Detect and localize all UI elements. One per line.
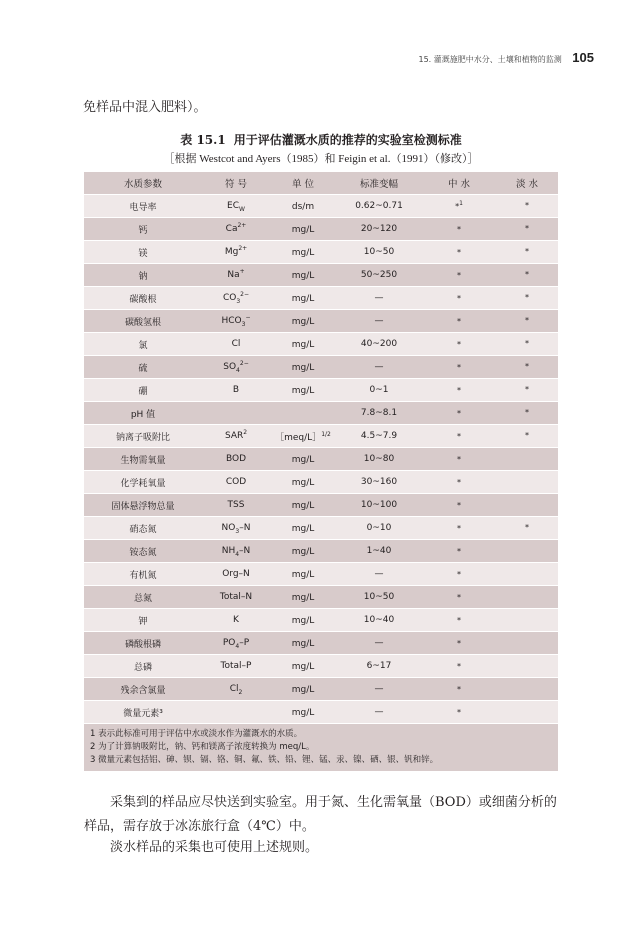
cell-fresh-water	[496, 195, 558, 218]
cell-fresh-water	[496, 517, 558, 540]
table-row	[84, 287, 558, 310]
cell-fresh-water	[496, 287, 558, 310]
header-symbol: 符 号	[202, 172, 270, 195]
symbol-subscript: 3	[236, 297, 241, 305]
cell-symbol	[202, 586, 270, 609]
cell-symbol	[202, 540, 270, 563]
cell-unit	[270, 471, 336, 494]
symbol-suffix: –P	[239, 638, 250, 649]
body-paragraph-2: 淡水样品的采集也可使用上述规则。	[110, 840, 319, 855]
symbol-suffix: –N	[239, 546, 251, 557]
cell-unit	[270, 264, 336, 287]
unit-text: mg/L	[291, 294, 315, 304]
symbol-text: CO	[222, 293, 237, 304]
table-row	[84, 655, 558, 678]
cell-unit	[270, 356, 336, 379]
table-row	[84, 471, 558, 494]
cell-reclaimed-water	[422, 448, 496, 471]
unit-text: mg/L	[291, 478, 315, 488]
symbol-text: COD	[225, 477, 247, 488]
cell-reclaimed-water	[422, 218, 496, 241]
unit-text: mg/L	[291, 317, 315, 327]
cell-fresh-water	[496, 494, 558, 517]
cell-unit	[270, 379, 336, 402]
cell-fresh-water	[496, 632, 558, 655]
reclaimed-mark: *	[457, 340, 461, 349]
cell-fresh-water	[496, 241, 558, 264]
table-body	[84, 195, 558, 724]
cell-unit	[270, 287, 336, 310]
table-row	[84, 586, 558, 609]
cell-range: 7.8~8.1	[336, 402, 422, 425]
cell-parameter: 钾	[84, 609, 202, 632]
unit-text: mg/L	[291, 386, 315, 396]
cell-parameter: 电导率	[84, 195, 202, 218]
symbol-suffix: –N	[239, 523, 251, 534]
cell-symbol	[202, 264, 270, 287]
cell-symbol	[202, 356, 270, 379]
fresh-mark: *	[525, 201, 529, 210]
cell-symbol	[202, 333, 270, 356]
symbol-text: PO	[222, 638, 236, 649]
cell-fresh-water	[496, 678, 558, 701]
unit-text: mg/L	[291, 547, 315, 557]
unit-text: mg/L	[291, 225, 315, 235]
symbol-subscript: 4	[235, 642, 240, 650]
cell-parameter: 有机氮	[84, 563, 202, 586]
table-row	[84, 448, 558, 471]
cell-range: —	[336, 356, 422, 379]
table-row	[84, 517, 558, 540]
table-header-row	[84, 172, 558, 195]
cell-parameter: 磷酸根磷	[84, 632, 202, 655]
cell-parameter: 固体悬浮物总量	[84, 494, 202, 517]
cell-reclaimed-water	[422, 379, 496, 402]
cell-symbol	[202, 494, 270, 517]
fresh-mark: *	[525, 270, 529, 279]
cell-symbol	[202, 379, 270, 402]
cell-range: 40~200	[336, 333, 422, 356]
cell-range: 10~50	[336, 241, 422, 264]
cell-reclaimed-water	[422, 563, 496, 586]
cell-unit	[270, 241, 336, 264]
cell-reclaimed-water	[422, 287, 496, 310]
reclaimed-mark: *	[457, 639, 461, 648]
cell-reclaimed-water	[422, 264, 496, 287]
symbol-text: Cl	[229, 684, 239, 695]
cell-parameter: 碳酸氢根	[84, 310, 202, 333]
cell-reclaimed-water	[422, 609, 496, 632]
cell-range: 20~120	[336, 218, 422, 241]
cell-fresh-water	[496, 310, 558, 333]
symbol-text: Cl	[231, 339, 241, 350]
reclaimed-mark: *	[457, 570, 461, 579]
table-title: 用于评估灌溉水质的推荐的实验室检测标准	[233, 133, 462, 147]
reclaimed-mark: *	[457, 478, 461, 487]
cell-symbol	[202, 310, 270, 333]
cell-reclaimed-water	[422, 632, 496, 655]
cell-unit	[270, 494, 336, 517]
symbol-text: HCO	[221, 316, 242, 327]
cell-range: 10~100	[336, 494, 422, 517]
cell-range: —	[336, 678, 422, 701]
cell-symbol	[202, 287, 270, 310]
cell-fresh-water	[496, 402, 558, 425]
table-number: 表 15.1	[180, 133, 226, 147]
cell-symbol	[202, 448, 270, 471]
reclaimed-mark: *	[457, 317, 461, 326]
cell-parameter: 碳酸根	[84, 287, 202, 310]
fresh-mark: *	[525, 385, 529, 394]
cell-symbol	[202, 517, 270, 540]
cell-parameter: 硝态氮	[84, 517, 202, 540]
water-quality-table	[84, 172, 558, 772]
symbol-superscript: +	[239, 268, 245, 276]
cell-reclaimed-water	[422, 586, 496, 609]
unit-text: ［meq/L］	[275, 432, 322, 443]
unit-text: mg/L	[291, 271, 315, 281]
cell-parameter: 总氮	[84, 586, 202, 609]
cell-symbol	[202, 241, 270, 264]
cell-range: 10~40	[336, 609, 422, 632]
cell-unit	[270, 540, 336, 563]
symbol-text: TSS	[227, 500, 245, 511]
reclaimed-mark: *	[457, 455, 461, 464]
table-row	[84, 379, 558, 402]
cell-parameter: 钠离子吸附比	[84, 425, 202, 448]
cell-parameter: 硫	[84, 356, 202, 379]
unit-text: mg/L	[291, 685, 315, 695]
table-note-2: 2 为了计算钠吸附比，钠、钙和镁离子浓度转换为 meq/L。	[90, 742, 315, 752]
cell-reclaimed-water	[422, 678, 496, 701]
fresh-mark: *	[525, 316, 529, 325]
cell-range: 4.5~7.9	[336, 425, 422, 448]
table-row	[84, 678, 558, 701]
cell-symbol	[202, 678, 270, 701]
cell-parameter: 硼	[84, 379, 202, 402]
cell-symbol	[202, 701, 270, 724]
table-row	[84, 402, 558, 425]
symbol-superscript: 2+	[237, 222, 247, 230]
fresh-mark: *	[525, 408, 529, 417]
reclaimed-mark: *	[457, 524, 461, 533]
cell-range: —	[336, 287, 422, 310]
table-row	[84, 494, 558, 517]
cell-fresh-water	[496, 425, 558, 448]
table-row	[84, 241, 558, 264]
symbol-text: Total–P	[220, 661, 252, 672]
cell-range: 0~10	[336, 517, 422, 540]
cell-reclaimed-water	[422, 333, 496, 356]
cell-symbol	[202, 195, 270, 218]
cell-range: 30~160	[336, 471, 422, 494]
unit-text: mg/L	[291, 639, 315, 649]
symbol-text: EC	[227, 201, 240, 212]
cell-reclaimed-water	[422, 494, 496, 517]
cell-reclaimed-water	[422, 356, 496, 379]
symbol-text: K	[233, 615, 239, 626]
cell-parameter: 镁	[84, 241, 202, 264]
cell-fresh-water	[496, 379, 558, 402]
cell-range: 0~1	[336, 379, 422, 402]
fresh-mark: *	[525, 362, 529, 371]
unit-text: mg/L	[291, 593, 315, 603]
reclaimed-mark: *	[457, 225, 461, 234]
cell-range: 0.62~0.71	[336, 195, 422, 218]
header-unit: 单 位	[270, 172, 336, 195]
fresh-mark: *	[525, 293, 529, 302]
cell-unit	[270, 425, 336, 448]
table-row	[84, 218, 558, 241]
symbol-text: Na	[227, 270, 240, 281]
cell-range: —	[336, 563, 422, 586]
fresh-mark: *	[525, 431, 529, 440]
fresh-mark: *	[525, 523, 529, 532]
reclaimed-mark: *	[457, 271, 461, 280]
unit-text: mg/L	[291, 501, 315, 511]
cell-parameter: 铵态氮	[84, 540, 202, 563]
cell-parameter: 残余含氯量	[84, 678, 202, 701]
unit-text: mg/L	[291, 570, 315, 580]
symbol-text: BOD	[225, 454, 247, 465]
cell-range: —	[336, 310, 422, 333]
reclaimed-mark: *	[457, 248, 461, 257]
cell-symbol	[202, 218, 270, 241]
cell-symbol	[202, 402, 270, 425]
symbol-text: NH	[221, 546, 236, 557]
cell-reclaimed-water	[422, 402, 496, 425]
cell-fresh-water	[496, 563, 558, 586]
cell-fresh-water	[496, 356, 558, 379]
reclaimed-mark: *	[455, 202, 460, 211]
reclaimed-mark: *	[457, 363, 461, 372]
cell-range: 1~40	[336, 540, 422, 563]
cell-range: 50~250	[336, 264, 422, 287]
cell-reclaimed-water	[422, 195, 496, 218]
unit-text: mg/L	[291, 524, 315, 534]
cell-fresh-water	[496, 218, 558, 241]
cell-range: 10~80	[336, 448, 422, 471]
reclaimed-mark: *	[457, 432, 461, 441]
table-row	[84, 333, 558, 356]
page-number: 105	[572, 50, 594, 65]
cell-parameter: 总磷	[84, 655, 202, 678]
cell-unit	[270, 632, 336, 655]
cell-unit	[270, 195, 336, 218]
reclaimed-mark: *	[457, 547, 461, 556]
lead-text: 免样品中混入肥料）。	[83, 100, 207, 115]
cell-unit	[270, 333, 336, 356]
cell-unit	[270, 655, 336, 678]
cell-parameter: 钠	[84, 264, 202, 287]
table-source: ［根据 Westcot and Ayers（1985）和 Feigin et al.（1991）（修改）］	[163, 153, 479, 165]
reclaimed-mark: *	[457, 662, 461, 671]
cell-range: 10~50	[336, 586, 422, 609]
fresh-mark: *	[525, 224, 529, 233]
symbol-text: SO	[223, 362, 237, 373]
symbol-superscript: 2	[243, 429, 248, 437]
cell-range: 6~17	[336, 655, 422, 678]
symbol-superscript: −	[245, 314, 251, 322]
cell-symbol	[202, 563, 270, 586]
table-row	[84, 195, 558, 218]
cell-fresh-water	[496, 471, 558, 494]
table-note-1: 1 表示此标准可用于评估中水或淡水作为灌溉水的水质。	[90, 729, 303, 739]
symbol-text: Ca	[225, 224, 238, 235]
unit-text: mg/L	[291, 708, 315, 718]
table-row	[84, 310, 558, 333]
symbol-superscript: 2−	[240, 291, 250, 299]
cell-symbol	[202, 471, 270, 494]
cell-unit	[270, 517, 336, 540]
header-range: 标准变幅	[336, 172, 422, 195]
header-fresh-water: 淡 水	[496, 172, 558, 195]
cell-fresh-water	[496, 540, 558, 563]
table-row	[84, 264, 558, 287]
symbol-subscript: 3	[235, 527, 240, 535]
table-row	[84, 356, 558, 379]
cell-parameter: 生物需氧量	[84, 448, 202, 471]
unit-text: mg/L	[291, 340, 315, 350]
unit-text: mg/L	[291, 616, 315, 626]
header-parameter: 水质参数	[84, 172, 202, 195]
cell-range: —	[336, 701, 422, 724]
cell-reclaimed-water	[422, 425, 496, 448]
cell-symbol	[202, 425, 270, 448]
cell-symbol	[202, 632, 270, 655]
fresh-mark: *	[525, 247, 529, 256]
unit-text: ds/m	[291, 202, 315, 212]
table-notes	[84, 724, 558, 772]
reclaimed-note-ref: 1	[459, 200, 463, 207]
reclaimed-mark: *	[457, 386, 461, 395]
cell-unit	[270, 218, 336, 241]
cell-parameter: 微量元素³	[84, 701, 202, 724]
table-note-3: 3 微量元素包括铝、砷、钡、镉、铬、铜、氟、铁、铅、锂、锰、汞、镍、硒、银、钒和锌。	[90, 755, 439, 765]
unit-text: mg/L	[291, 248, 315, 258]
symbol-text: Total–N	[219, 592, 253, 603]
symbol-superscript: 2−	[239, 360, 249, 368]
cell-unit	[270, 563, 336, 586]
body-paragraph-1: 采集到的样品应尽快送到实验室。用于氮、生化需氧量（BOD）或细菌分析的样品，需存放于冰冻旅行盒（4℃）中。	[84, 795, 557, 834]
cell-unit	[270, 448, 336, 471]
unit-text: mg/L	[291, 363, 315, 373]
table-row	[84, 632, 558, 655]
table-row	[84, 609, 558, 632]
cell-fresh-water	[496, 448, 558, 471]
cell-unit	[270, 402, 336, 425]
reclaimed-mark: *	[457, 616, 461, 625]
cell-unit	[270, 701, 336, 724]
cell-unit	[270, 678, 336, 701]
cell-fresh-water	[496, 609, 558, 632]
fresh-mark: *	[525, 339, 529, 348]
reclaimed-mark: *	[457, 593, 461, 602]
cell-symbol	[202, 655, 270, 678]
cell-reclaimed-water	[422, 517, 496, 540]
table-row	[84, 540, 558, 563]
symbol-superscript: 2+	[238, 245, 248, 253]
table-row	[84, 563, 558, 586]
reclaimed-mark: *	[457, 409, 461, 418]
symbol-subscript: W	[239, 205, 245, 213]
cell-unit	[270, 609, 336, 632]
table-notes-row	[84, 724, 558, 772]
reclaimed-mark: *	[457, 501, 461, 510]
table-caption	[84, 131, 558, 148]
cell-fresh-water	[496, 333, 558, 356]
unit-text: mg/L	[291, 455, 315, 465]
cell-parameter: 化学耗氧量	[84, 471, 202, 494]
reclaimed-mark: *	[457, 294, 461, 303]
cell-parameter: 钙	[84, 218, 202, 241]
symbol-text: Org–N	[222, 569, 250, 580]
symbol-subscript: 2	[238, 688, 243, 696]
cell-reclaimed-water	[422, 241, 496, 264]
symbol-text: NO	[221, 523, 236, 534]
running-header	[418, 50, 594, 65]
cell-reclaimed-water	[422, 540, 496, 563]
header-reclaimed-water: 中 水	[422, 172, 496, 195]
reclaimed-mark: *	[457, 685, 461, 694]
cell-parameter: 氯	[84, 333, 202, 356]
cell-reclaimed-water	[422, 701, 496, 724]
cell-fresh-water	[496, 655, 558, 678]
cell-reclaimed-water	[422, 655, 496, 678]
cell-reclaimed-water	[422, 471, 496, 494]
cell-fresh-water	[496, 701, 558, 724]
cell-fresh-water	[496, 264, 558, 287]
symbol-subscript: 4	[236, 366, 240, 374]
cell-unit	[270, 586, 336, 609]
cell-parameter: pH 值	[84, 402, 202, 425]
unit-text: mg/L	[291, 662, 315, 672]
symbol-subscript: 3	[241, 320, 246, 328]
cell-symbol	[202, 609, 270, 632]
cell-reclaimed-water	[422, 310, 496, 333]
symbol-subscript: 4	[235, 550, 240, 558]
cell-unit	[270, 310, 336, 333]
symbol-text: B	[232, 385, 240, 396]
table-row	[84, 701, 558, 724]
symbol-text: Mg	[224, 247, 239, 258]
unit-superscript: 1/2	[321, 430, 331, 438]
table-row	[84, 425, 558, 448]
symbol-text: SAR	[224, 431, 244, 442]
cell-fresh-water	[496, 586, 558, 609]
running-title: 15. 灌溉施肥中水分、土壤和植物的监测	[418, 55, 562, 64]
reclaimed-mark: *	[457, 708, 461, 717]
cell-range: —	[336, 632, 422, 655]
